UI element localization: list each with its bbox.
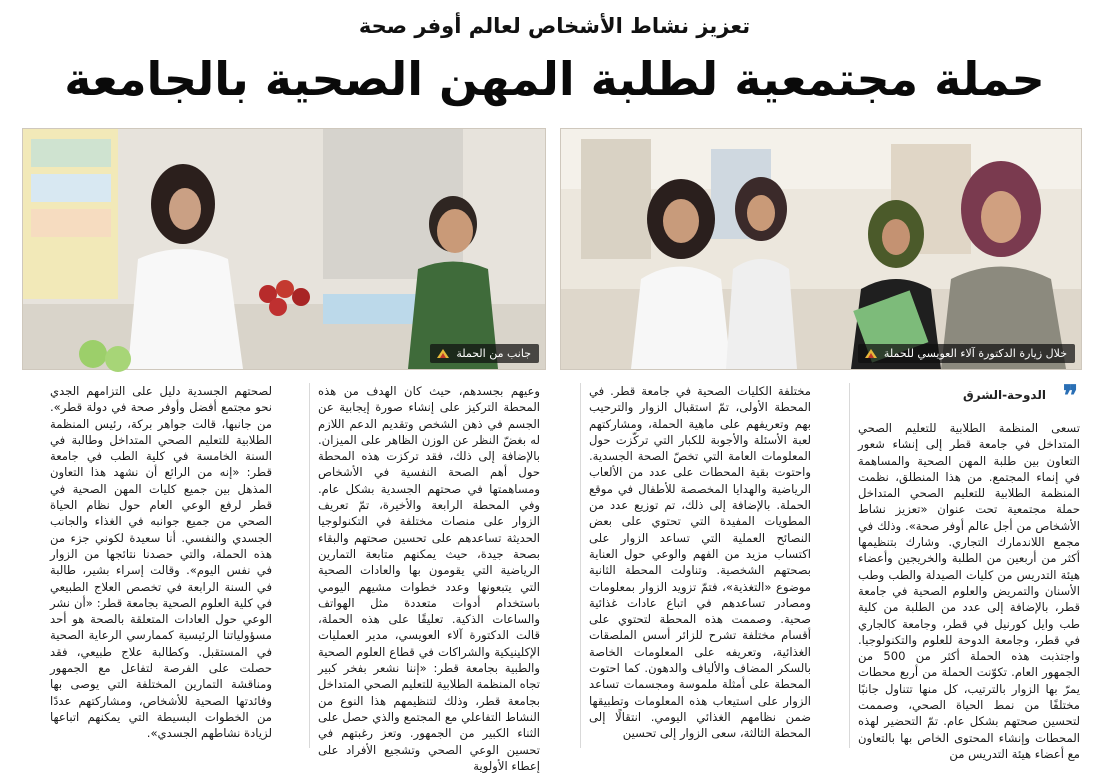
photo-campaign-visit-image xyxy=(561,129,1081,369)
byline xyxy=(858,379,1080,413)
kicker-subtitle: تعزيز نشاط الأشخاص لعالم أوفر صحة xyxy=(358,14,751,38)
article-column-3-text: وعيهم بجسدهم، حيث كان الهدف من هذه المحطة التركيز على إنشاء صورة إيجابية عن الجسم في ذهن الشخص وتقديم الدعم اللازم له بغضّ النظر عن الوزن الظاهر على الميزان. بالإضافة إلى ذلك، فقد تركزت هذه المحطة حول أهم الصحة النفسية في الأشخاص ومساهمتها في صحتهم الجسدية بشكل عام. وفي المحطة الرابعة والأخيرة، تمّ تعريف الزوار على منصات مختلفة في التكنولوجيا الحديثة تساعدهم على تحسين صحتهم والبقاء بصحة جيدة، حيث يمكنهم متابعة التمارين الرياضية التي يقومون بها والعادات الصحية التي يتبعونها وعدد خطوات مشيهم اليومي باستخدام أدوات متعددة مثل الهواتف والساعات الذكية. تعليقًا على هذه الحملة، قالت الدكتورة آلاء العويسي، مدير العمليات الإكلينيكية والشراكات في قطاع العلوم الصحية والطبية بجامعة قطر: «إننا نشعر بفخر كبير تجاه المنظمة الطلابية للتعليم الصحي المتداخل بجامعة قطر، وذلك لتنظيمهم هذا النوع من النشاط التفاعلي مع المجتمع والذي حصل على الثناء الكبير من الجمهور. وتعز رغبتهم في تحسين الوعي الصحي وتشجيع الأفراد على إعطاء الأولوية xyxy=(318,384,540,773)
photo-caption-left-text: جانب من الحملة xyxy=(456,347,531,360)
article-column-1 xyxy=(858,420,1080,761)
photo-caption-left xyxy=(430,344,539,363)
column-divider xyxy=(580,383,581,748)
photo-campaign-visit xyxy=(560,128,1082,370)
quote-mark-icon: ❞ xyxy=(1062,379,1078,412)
article-column-3 xyxy=(318,383,540,773)
article-column-2-text: مختلفة الكليات الصحية في جامعة قطر. في المحطة الأولى، تمّ استقبال الزوار والترحيب بهم وتعريفهم على ماهية الحملة، ومشاركتهم لعبة الأسئلة والأجوبة للكبار التي تركّزت حول المعلومات العامة التي تخصّ الصحة الجسدية. واحتوت بقية المحطات على عدد من الألعاب الرياضية والهدايا المخصصة للأطفال في موقع الحملة. بالإضافة إلى ذلك، تم توزيع عدد من المطويات المفيدة التي تحتوي على بعض النصائح العملية التي تساعد الزوار على اكتساب مزيد من الفهم والوعي حول العناية بصحتهم الشخصية. وتناولت المحطة الثانية موضوع «التغذية»، فتمّ تزويد الزوار بمعلومات ومصادر تساعدهم في اتباع عادات غذائية صحية. وصممت هذه المحطة لتحتوي على أقسام مختلفة تشرح للزائر أسس الملصقات الغذائية، وتعريفه على المعلومات الخاصة بالسكر المضاف والألياف والدهون. كما احتوت المحطة على أمثلة ملموسة ومجسمات تساعد الزوار على استيعاب هذه المعلومات وتطبيقها ضمن نظامهم الغذائي اليومي. انتقالًا إلى المحطة الثالثة، سعى الزوار إلى تحسين xyxy=(589,384,811,741)
column-divider xyxy=(309,383,310,748)
photo-caption-right xyxy=(858,344,1075,363)
photo-campaign-booth-image xyxy=(23,129,545,369)
article-column-4 xyxy=(50,383,272,751)
article-column-2 xyxy=(589,383,811,751)
dateline: الدوحة-الشرق xyxy=(963,388,1046,402)
headline: حملة مجتمعية لطلبة المهن الصحية بالجامعة xyxy=(64,52,1045,106)
publication-logo-icon xyxy=(864,347,878,359)
photo-campaign-booth xyxy=(22,128,546,370)
column-divider xyxy=(849,383,850,748)
article-column-1-text: تسعى المنظمة الطلابية للتعليم الصحي المتداخل في جامعة قطر إلى إنشاء شعور التعاون بين طلبة المهن الصحية والمساهمة في إنماء المجتمع. من هذا المنطلق، نظمت المنظمة الطلابية للتعليم الصحي المتداخل حملة مجتمعية تحت عنوان «تعزيز نشاط الأشخاص من أجل عالم أوفر صحة». وذلك في مجمع اللاندمارك التجاري. وشارك بتنظيمها أكثر من أربعين من الطلبة والخريجين وأعضاء هيئة التدريس من كليات الصيدلة والطب وطب الأسنان والتمريض والعلوم الصحية في جامعة قطر، بالإضافة إلى عدد من الطلبة من كلية طب وايل كورنيل في قطر، وجامعة كالجاري في قطر، وجامعة الدوحة للعلوم والتكنولوجيا. واجتذبت هذه الحملة أكثر من 500 من الجمهور العام. تكوّنت الحملة من أربع محطات يمرّ بها الزوار بالترتيب، كل منها تتناول جانبًا مختلفًا من نمط الحياة الصحي، وصممت لتحسين صحتهم بشكل عام. تمّ التحضير لهذه المحطات وإنشاء المحتوى الخاص بها بالتعاون مع أعضاء هيئة التدريس من xyxy=(858,421,1080,761)
article-column-4-text: لصحتهم الجسدية دليل على التزامهم الجدي نحو مجتمع أفضل وأوفر صحة في دولة قطر». من جانبها، قالت جواهر بركة، رئيس المنظمة الطلابية للتعليم الصحي المتداخل وطالبة في السنة الخامسة في كلية الطب في جامعة قطر: «إنه من الرائع أن نشهد هذا التعاون المذهل بين جميع كليات المهن الصحية في قطر لرفع الوعي العام حول نظام الحياة الصحي من جميع جوانبه في الغذاء والجانب الجسدي والنفسي. أنا سعيدة لكوني جزء من هذه الحملة، والتي حصدنا نتائجها من الزوار في نفس اليوم». وقالت إسراء بشير، طالبة في السنة الرابعة في تخصص العلاج الطبيعي في كلية العلوم الصحية بجامعة قطر: «أن نشر الوعي حول العادات المتعلقة بالصحة هو أحد مسؤولياتنا الرئيسية كممارسي الرعاية الصحية في المستقبل. وكطالبة علاج طبيعي، فقد حصلت على الفرصة لتفاعل مع الجمهور ومناقشة التمارين المختلفة التي يوصى بها وفائدتها الصحية للأشخاص، ومشاركتهم عددًا من الخطوات البسيطة التي يمكنهم اتباعها لزيادة نشاطهم الجسدي». xyxy=(50,384,272,741)
photo-caption-right-text: خلال زيارة الدكتورة آلاء العويسي للحملة xyxy=(883,347,1067,360)
publication-logo-icon xyxy=(436,347,450,359)
